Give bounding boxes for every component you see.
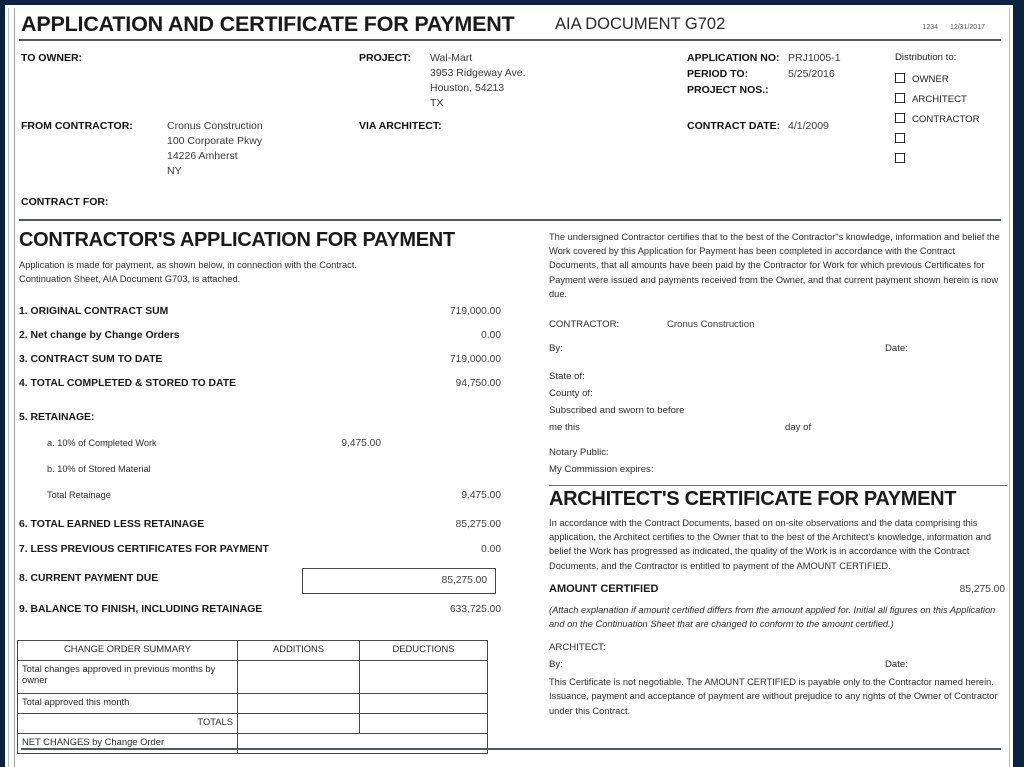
footer-divider <box>21 748 1001 750</box>
from-contractor-line-2[interactable]: 100 Corporate Pkwy <box>167 135 263 147</box>
table-header-row <box>18 641 488 661</box>
distribution-row-contractor[interactable] <box>895 113 980 125</box>
application-line-8 <box>19 566 501 596</box>
certification-notary-row <box>549 447 1007 464</box>
project-line-1[interactable]: Wal-Mart <box>430 52 473 64</box>
amount-certified-label: AMOUNT CERTIFIED <box>549 582 659 595</box>
certification-subscribed-row <box>549 405 1007 422</box>
architect-certificate-heading: ARCHITECT'S CERTIFICATE FOR PAYMENT <box>549 488 957 511</box>
certification-day-of-label: day of <box>785 422 812 434</box>
contractor-application-column <box>19 226 501 620</box>
application-line-5a-amount: 9,475.00 <box>341 438 381 450</box>
application-line-2 <box>19 326 501 350</box>
co-row-1-label: Total changes approved in previous months by owner <box>18 661 238 694</box>
certification-state-row <box>549 371 1007 388</box>
application-line-9 <box>19 596 501 620</box>
co-row-2-deductions[interactable] <box>360 694 488 714</box>
application-line-5-label: 5. RETAINAGE: <box>19 412 95 424</box>
column-header-summary: CHANGE ORDER SUMMARY <box>18 641 238 661</box>
application-line-1-label: 1. ORIGINAL CONTRACT SUM <box>19 306 169 318</box>
contract-for-label: CONTRACT FOR: <box>21 196 109 208</box>
co-row-1-deductions[interactable] <box>360 661 488 694</box>
application-line-2-label: 2. Net change by Change Orders <box>19 330 180 342</box>
checkbox-blank-1-icon[interactable] <box>895 133 905 143</box>
column-header-deductions: DEDUCTIONS <box>360 641 488 661</box>
application-line-3-amount: 719,000.00 <box>450 354 501 366</box>
application-line-2-amount: 0.00 <box>481 330 501 342</box>
from-contractor-label: FROM CONTRACTOR: <box>21 120 133 132</box>
certification-me-this-label: me this <box>549 422 580 434</box>
page-title: APPLICATION AND CERTIFICATE FOR PAYMENT <box>21 12 515 36</box>
application-line-5b-label: b. 10% of Stored Material <box>47 464 151 475</box>
co-row-1-additions[interactable] <box>238 661 360 694</box>
application-line-5a <box>19 434 501 460</box>
architect-by-row <box>549 659 1007 675</box>
co-row-2-additions[interactable] <box>238 694 360 714</box>
period-to-value[interactable]: 5/25/2016 <box>788 68 835 80</box>
application-line-1 <box>19 302 501 326</box>
application-total-retainage-amount: 9,475.00 <box>461 490 501 502</box>
current-payment-due-box[interactable] <box>302 568 496 594</box>
from-contractor-line-3[interactable]: 14226 Amherst <box>167 150 238 162</box>
amount-certified-row <box>549 583 1007 603</box>
architect-certificate-paragraph: In accordance with the Contract Documents, based on on-site observations and the data comprising this application, the Architect certifies to the Owner that to the best of the Architect's knowledge, information and belief the Work has progressed as indicated, the quality of the Work is in accordance with the Contract Documents, and the Contractor is entitled to payment of the AMOUNT CERTIFIED. <box>549 518 992 571</box>
certification-state-label: State of: <box>549 371 585 383</box>
distribution-label: Distribution to: <box>895 52 957 63</box>
co-row-3-additions[interactable] <box>238 714 360 734</box>
application-line-4-label: 4. TOTAL COMPLETED & STORED TO DATE <box>19 378 237 390</box>
co-row-3-deductions[interactable] <box>360 714 488 734</box>
architect-date-label: Date: <box>885 659 908 671</box>
application-line-5a-label: a. 10% of Completed Work <box>47 438 157 449</box>
contract-date-value[interactable]: 4/1/2009 <box>788 120 829 132</box>
application-line-4-amount: 94,750.00 <box>455 378 501 390</box>
checkbox-architect-icon[interactable] <box>895 93 905 103</box>
architect-label: ARCHITECT: <box>549 642 606 654</box>
distribution-row-blank-2[interactable] <box>895 153 912 165</box>
certification-column <box>549 226 1007 718</box>
period-to-label: PERIOD TO: <box>687 68 749 80</box>
application-line-6-amount: 85,275.00 <box>455 519 501 531</box>
contractor-application-heading: CONTRACTOR'S APPLICATION FOR PAYMENT <box>19 229 455 251</box>
co-row-3-label: TOTALS <box>18 714 238 734</box>
certification-commission-label: My Commission expires: <box>549 464 654 476</box>
application-line-5b <box>19 460 501 486</box>
table-row <box>18 734 488 754</box>
co-row-4-value[interactable] <box>238 734 488 754</box>
distribution-row-architect[interactable] <box>895 93 967 105</box>
certification-methis-row <box>549 422 1007 447</box>
title-divider <box>19 39 1001 41</box>
certification-paragraph: The undersigned Contractor certifies that to the best of the Contractor"s knowledge, information and belief the Work covered by this Application for Payment has been completed in accordance with the Contract Documents, that all amounts have been paid by the Contractor for Work for which previous Certificates for Payment were issued and payments received from the Owner, and that current payment shown herein is now due. <box>549 232 1000 299</box>
application-line-3 <box>19 350 501 374</box>
application-line-6-label: 6. TOTAL EARNED LESS RETAINAGE <box>19 519 205 531</box>
certification-date-label: Date: <box>885 343 908 355</box>
distribution-label-owner: OWNER <box>912 74 949 85</box>
certification-by-label: By: <box>549 343 563 355</box>
certification-commission-row <box>549 464 1007 482</box>
contractor-application-intro-line-1: Application is made for payment, as shown below, in connection with the Contract. <box>19 260 357 270</box>
application-no-value[interactable]: PRJ1005-1 <box>788 52 841 64</box>
application-total-retainage-label: Total Retainage <box>47 490 111 501</box>
header-block <box>9 44 1009 219</box>
application-line-3-label: 3. CONTRACT SUM TO DATE <box>19 354 163 366</box>
certification-by-row <box>549 343 1007 371</box>
project-label: PROJECT: <box>359 52 411 64</box>
application-line-8-amount: 85,275.00 <box>441 575 487 587</box>
table-row <box>18 661 488 694</box>
certification-contractor-value[interactable]: Cronus Construction <box>667 319 755 331</box>
architect-footer-paragraph: This Certificate is not negotiable. The AMOUNT CERTIFIED is payable only to the Contractor named herein. Issuance, payment and acceptance of payment are without prejudice to any rights of the Owner of Contractor under this Contract. <box>549 677 998 716</box>
checkbox-contractor-icon[interactable] <box>895 113 905 123</box>
aia-document-label: AIA DOCUMENT G702 <box>555 15 726 33</box>
application-no-label: APPLICATION NO: <box>687 52 780 64</box>
certification-notary-label: Notary Public: <box>549 447 609 459</box>
contractor-application-intro-line-2: Continuation Sheet, AIA Document G703, is attached. <box>19 274 241 285</box>
contract-date-label: CONTRACT DATE: <box>687 120 781 132</box>
application-line-7-label: 7. LESS PREVIOUS CERTIFICATES FOR PAYMENT <box>19 544 269 556</box>
co-row-4-label: NET CHANGES by Change Order <box>18 734 238 754</box>
from-contractor-line-4[interactable]: NY <box>167 165 182 177</box>
application-line-4 <box>19 374 501 398</box>
application-line-9-amount: 633,725.00 <box>450 604 501 616</box>
application-line-9-label: 9. BALANCE TO FINISH, INCLUDING RETAINAGE <box>19 604 263 616</box>
project-line-2[interactable]: 3953 Ridgeway Ave. <box>430 67 526 79</box>
distribution-row-blank-1[interactable] <box>895 133 912 145</box>
from-contractor-line-1[interactable]: Cronus Construction <box>167 120 263 132</box>
table-row <box>18 694 488 714</box>
via-architect-label: VIA ARCHITECT: <box>359 120 442 132</box>
distribution-label-architect: ARCHITECT <box>912 94 967 105</box>
document-sheet <box>8 8 1010 767</box>
column-header-additions: ADDITIONS <box>238 641 360 661</box>
project-nos-label: PROJECT NOS.: <box>687 84 769 96</box>
distribution-label-contractor: CONTRACTOR <box>912 114 980 125</box>
certification-county-row <box>549 388 1007 405</box>
table-row <box>18 714 488 734</box>
co-row-2-label: Total approved this month <box>18 694 238 714</box>
project-line-4[interactable]: TX <box>430 97 444 109</box>
distribution-row-owner[interactable] <box>895 73 949 85</box>
to-owner-label: TO OWNER: <box>21 52 83 64</box>
architect-name-row <box>549 642 1007 659</box>
application-line-8-label: 8. CURRENT PAYMENT DUE <box>19 573 159 585</box>
certification-county-label: County of: <box>549 388 593 400</box>
meta-date: 12/31/2017 <box>949 24 985 31</box>
architect-by-label: By: <box>549 659 563 671</box>
application-line-total-retainage <box>19 486 501 515</box>
application-line-1-amount: 719,000.00 <box>450 306 501 318</box>
amount-certified-note: (Attach explanation if amount certified differs from the amount applied for. Initial all figures on this Application and on the Continuation Sheet that are changed to conform to the amount certified.) <box>549 604 996 630</box>
architect-section-divider <box>549 485 1007 486</box>
certification-contractor-label: CONTRACTOR: <box>549 319 620 331</box>
application-line-7 <box>19 540 501 566</box>
change-order-summary-table <box>17 640 488 754</box>
checkbox-blank-2-icon[interactable] <box>895 153 905 163</box>
meta-number: 1234 <box>922 24 938 31</box>
application-line-7-amount: 0.00 <box>481 544 501 556</box>
header-divider <box>19 219 1001 221</box>
certification-subscribed-label: Subscribed and sworn to before <box>549 405 685 417</box>
application-line-6 <box>19 515 501 540</box>
application-line-5 <box>19 398 501 434</box>
amount-certified-value: 85,275.00 <box>959 583 1005 595</box>
document-meta <box>912 24 985 31</box>
project-line-3[interactable]: Houston, 54213 <box>430 82 505 94</box>
certification-contractor-row <box>549 319 1007 343</box>
checkbox-owner-icon[interactable] <box>895 73 905 83</box>
